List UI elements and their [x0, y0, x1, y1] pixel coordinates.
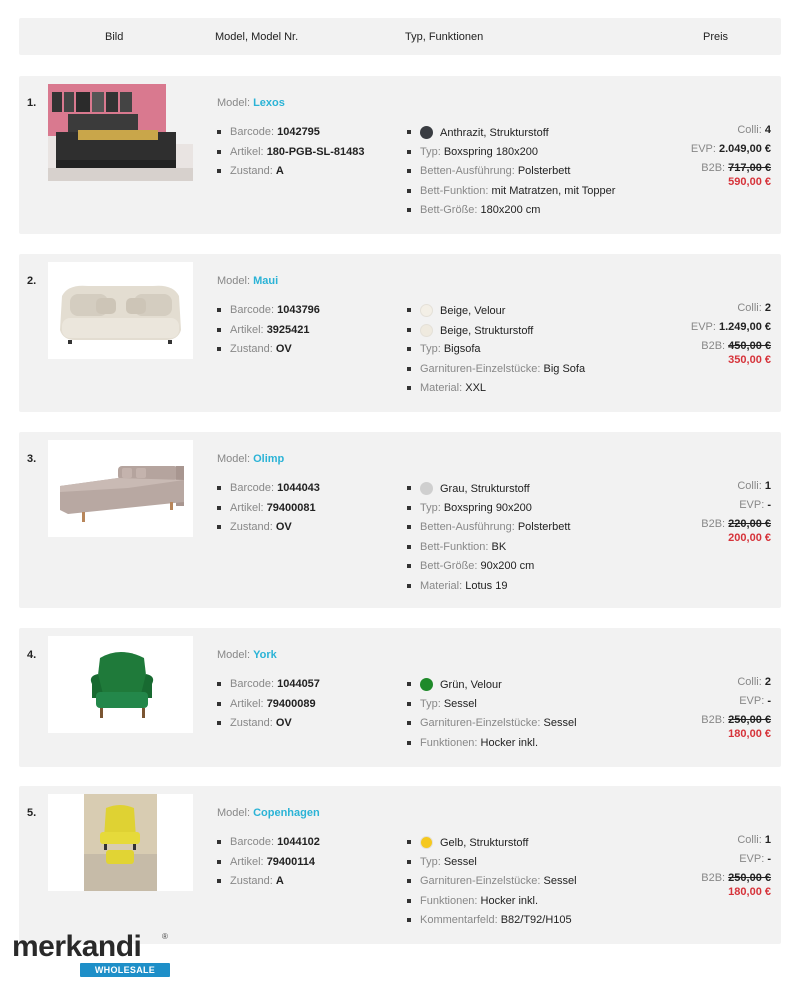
feature-item	[407, 521, 570, 541]
feature-item	[407, 363, 585, 383]
detail-list	[217, 836, 320, 895]
evp-label: EVP:	[690, 321, 719, 333]
price-block	[701, 834, 771, 900]
feature-label: Typ:	[420, 697, 444, 710]
detail-label: Zustand:	[230, 165, 276, 177]
product-row	[19, 628, 781, 767]
detail-item	[217, 836, 320, 856]
colli-label: Colli:	[737, 834, 765, 846]
detail-label: Artikel:	[230, 697, 267, 710]
detail-list	[217, 304, 320, 363]
detail-value: 1043796	[277, 304, 320, 316]
feature-value: Boxspring 180x200	[443, 145, 539, 158]
evp-line	[691, 143, 771, 162]
feature-list	[407, 126, 615, 224]
model-label: Model:	[217, 97, 254, 109]
feature-label: Bett-Funktion:	[420, 540, 492, 553]
row-number: 3.	[27, 453, 37, 465]
feature-value: Sessel	[543, 875, 577, 887]
product-image[interactable]	[48, 794, 193, 891]
feature-item	[407, 343, 585, 363]
feature-item	[407, 875, 577, 895]
model-label: Model:	[217, 453, 254, 465]
feature-item	[407, 165, 615, 185]
evp-label: EVP:	[739, 853, 768, 865]
model-line	[217, 649, 277, 661]
evp-value: 1.249,00 €	[719, 321, 771, 333]
detail-value: 79400089	[266, 697, 316, 710]
detail-list	[217, 678, 320, 737]
model-line	[217, 275, 278, 287]
detail-value: 1044057	[277, 678, 320, 690]
feature-value: 180x200 cm	[480, 204, 541, 216]
colli-label: Colli:	[737, 480, 765, 492]
model-name-link[interactable]: Lexos	[253, 97, 285, 109]
product-row	[19, 254, 781, 412]
colli-value: 2	[764, 302, 771, 314]
feature-item	[407, 482, 570, 502]
feature-label: Typ:	[420, 501, 444, 514]
row-number: 1.	[27, 97, 37, 109]
detail-value: 1044043	[277, 482, 320, 494]
color-name: Beige, Strukturstoff	[440, 324, 534, 337]
product-image[interactable]	[48, 262, 193, 359]
color-swatch-icon	[420, 836, 433, 849]
colli-line	[701, 480, 771, 499]
color-swatch-icon	[420, 324, 433, 337]
product-image[interactable]	[48, 636, 193, 733]
detail-list	[217, 126, 365, 185]
feature-item	[407, 914, 577, 934]
detail-item	[217, 856, 320, 876]
feature-value: Sessel	[443, 697, 477, 710]
model-label: Model:	[217, 649, 254, 661]
model-line	[217, 97, 285, 109]
color-name: Grau, Strukturstoff	[440, 483, 530, 495]
price-block	[701, 676, 771, 742]
evp-line	[701, 695, 771, 714]
feature-value: Polsterbett	[517, 165, 571, 177]
detail-label: Artikel:	[230, 145, 267, 158]
b2b-old-price: 250,00 €	[728, 872, 771, 884]
detail-value: 1042795	[277, 126, 320, 138]
detail-label: Barcode:	[230, 126, 278, 138]
detail-value: 79400081	[266, 501, 316, 514]
b2b-label: B2B:	[701, 340, 729, 352]
evp-line	[691, 321, 771, 340]
detail-value: OV	[275, 343, 292, 355]
feature-list	[407, 482, 570, 599]
feature-item	[407, 580, 570, 600]
evp-line	[701, 853, 771, 872]
model-label: Model:	[217, 807, 254, 819]
product-image[interactable]	[48, 84, 193, 181]
detail-item	[217, 304, 320, 324]
detail-item	[217, 343, 320, 363]
feature-item	[407, 541, 570, 561]
feature-label: Bett-Funktion:	[420, 184, 492, 197]
price-block	[701, 480, 771, 546]
colli-value: 4	[764, 124, 771, 136]
detail-item	[217, 482, 320, 502]
colli-label: Colli:	[737, 302, 765, 314]
detail-label: Artikel:	[230, 501, 267, 514]
feature-item	[407, 146, 615, 166]
detail-value: 1044102	[277, 836, 320, 848]
feature-label: Typ:	[420, 855, 444, 868]
detail-item	[217, 146, 365, 166]
detail-label: Artikel:	[230, 855, 267, 868]
feature-item	[407, 836, 577, 856]
detail-value: 3925421	[266, 323, 310, 336]
detail-item	[217, 717, 320, 737]
product-image[interactable]	[48, 440, 193, 537]
colli-label: Colli:	[737, 676, 765, 688]
product-row	[19, 432, 781, 608]
b2b-old-price: 250,00 €	[728, 714, 771, 726]
feature-label: Material:	[420, 579, 466, 592]
feature-label: Kommentarfeld:	[420, 914, 501, 926]
model-line	[217, 453, 284, 465]
detail-label: Zustand:	[230, 717, 276, 729]
feature-value: Hocker inkl.	[480, 736, 539, 749]
evp-value: -	[767, 695, 771, 707]
colli-value: 1	[764, 480, 771, 492]
color-name: Beige, Velour	[440, 305, 506, 317]
color-swatch-icon	[420, 678, 433, 691]
detail-label: Zustand:	[230, 521, 276, 533]
feature-item	[407, 856, 577, 876]
detail-label: Artikel:	[230, 323, 267, 336]
b2b-old-price: 450,00 €	[728, 340, 771, 352]
price-block	[691, 302, 771, 368]
product-row	[19, 76, 781, 234]
model-name-link[interactable]: Olimp	[253, 453, 285, 465]
colli-line	[701, 834, 771, 853]
color-swatch-icon	[420, 304, 433, 317]
price-block	[691, 124, 771, 190]
feature-label: Garnituren-Einzelstücke:	[420, 875, 544, 887]
feature-label: Material:	[420, 382, 466, 394]
colli-value: 1	[764, 834, 771, 846]
feature-item	[407, 698, 577, 718]
b2b-old-price: 717,00 €	[728, 162, 771, 174]
color-swatch-icon	[420, 482, 433, 495]
evp-label: EVP:	[739, 695, 768, 707]
feature-value: Hocker inkl.	[480, 894, 539, 907]
b2b-label: B2B:	[701, 162, 729, 174]
detail-item	[217, 678, 320, 698]
feature-item	[407, 204, 615, 224]
b2b-new-price: 350,00 €	[728, 354, 771, 366]
feature-list	[407, 304, 585, 402]
feature-value: Sessel	[543, 717, 577, 729]
evp-value: -	[767, 853, 771, 865]
detail-item	[217, 324, 320, 344]
feature-value: BK	[491, 540, 507, 553]
detail-label: Barcode:	[230, 482, 278, 494]
detail-value: 180-PGB-SL-81483	[266, 145, 365, 158]
logo-registered-mark: ®	[162, 932, 168, 941]
feature-value: Bigsofa	[443, 343, 481, 355]
detail-label: Barcode:	[230, 836, 278, 848]
evp-line	[701, 499, 771, 518]
feature-value: Polsterbett	[517, 521, 571, 533]
feature-label: Typ:	[420, 145, 444, 158]
colli-line	[691, 124, 771, 143]
feature-label: Garnituren-Einzelstücke:	[420, 362, 544, 375]
feature-value: mit Matratzen, mit Topper	[491, 184, 616, 197]
feature-item	[407, 304, 585, 324]
evp-value: -	[767, 499, 771, 511]
detail-value: OV	[275, 521, 292, 533]
b2b-new-price: 590,00 €	[728, 176, 771, 188]
detail-item	[217, 126, 365, 146]
detail-item	[217, 502, 320, 522]
b2b-label: B2B:	[701, 714, 729, 726]
feature-label: Betten-Ausführung:	[420, 521, 518, 533]
b2b-label: B2B:	[701, 872, 729, 884]
feature-item	[407, 717, 577, 737]
detail-label: Barcode:	[230, 678, 278, 690]
color-name: Gelb, Strukturstoff	[440, 837, 529, 849]
feature-item	[407, 502, 570, 522]
feature-value: XXL	[465, 382, 487, 394]
header-model: Model, Model Nr.	[215, 31, 299, 43]
table-header	[19, 18, 781, 55]
row-number: 5.	[27, 807, 37, 819]
model-name-link[interactable]: York	[253, 649, 277, 661]
evp-label: EVP:	[690, 143, 719, 155]
colli-label: Colli:	[737, 124, 765, 136]
feature-item	[407, 737, 577, 757]
detail-label: Zustand:	[230, 343, 276, 355]
feature-label: Funktionen:	[420, 894, 481, 907]
merkandi-logo[interactable]	[12, 932, 172, 978]
color-name: Anthrazit, Strukturstoff	[440, 127, 549, 139]
evp-label: EVP:	[739, 499, 768, 511]
color-swatch-icon	[420, 126, 433, 139]
feature-item	[407, 895, 577, 915]
feature-label: Bett-Größe:	[420, 560, 481, 572]
detail-value: A	[275, 875, 284, 887]
detail-value: 79400114	[266, 855, 316, 868]
header-preis: Preis	[703, 31, 729, 43]
feature-item	[407, 678, 577, 698]
colli-line	[701, 676, 771, 695]
model-name-link[interactable]: Maui	[253, 275, 279, 287]
feature-label: Garnituren-Einzelstücke:	[420, 717, 544, 729]
logo-wordmark: merkandi	[12, 930, 142, 963]
colli-line	[691, 302, 771, 321]
evp-value: 2.049,00 €	[719, 143, 771, 155]
feature-list	[407, 678, 577, 756]
detail-list	[217, 482, 320, 541]
model-name-link[interactable]: Copenhagen	[253, 807, 320, 819]
feature-label: Typ:	[420, 343, 444, 355]
detail-label: Barcode:	[230, 304, 278, 316]
detail-value: A	[275, 165, 284, 177]
feature-label: Betten-Ausführung:	[420, 165, 518, 177]
b2b-old-price: 220,00 €	[728, 518, 771, 530]
detail-item	[217, 165, 365, 185]
feature-item	[407, 324, 585, 344]
feature-value: 90x200 cm	[480, 560, 535, 572]
model-line	[217, 807, 320, 819]
feature-value: Big Sofa	[543, 362, 586, 375]
feature-label: Bett-Größe:	[420, 204, 481, 216]
detail-value: OV	[275, 717, 292, 729]
detail-label: Zustand:	[230, 875, 276, 887]
row-number: 2.	[27, 275, 37, 287]
feature-label: Funktionen:	[420, 736, 481, 749]
product-row	[19, 786, 781, 944]
feature-list	[407, 836, 577, 934]
b2b-new-price: 180,00 €	[728, 886, 771, 898]
feature-value: Boxspring 90x200	[443, 501, 532, 514]
feature-value: B82/T92/H105	[500, 914, 572, 926]
detail-item	[217, 875, 320, 895]
feature-item	[407, 382, 585, 402]
feature-item	[407, 185, 615, 205]
color-name: Grün, Velour	[440, 679, 502, 691]
model-label: Model:	[217, 275, 254, 287]
b2b-new-price: 180,00 €	[728, 728, 771, 740]
b2b-new-price: 200,00 €	[728, 532, 771, 544]
feature-item	[407, 560, 570, 580]
logo-wholesale-badge: WHOLESALE	[80, 963, 170, 977]
header-bild: Bild	[105, 31, 124, 43]
detail-item	[217, 521, 320, 541]
feature-value: Sessel	[443, 855, 477, 868]
b2b-label: B2B:	[701, 518, 729, 530]
detail-item	[217, 698, 320, 718]
colli-value: 2	[764, 676, 771, 688]
feature-value: Lotus 19	[465, 579, 508, 592]
feature-item	[407, 126, 615, 146]
header-typ: Typ, Funktionen	[405, 31, 484, 43]
row-number: 4.	[27, 649, 37, 661]
